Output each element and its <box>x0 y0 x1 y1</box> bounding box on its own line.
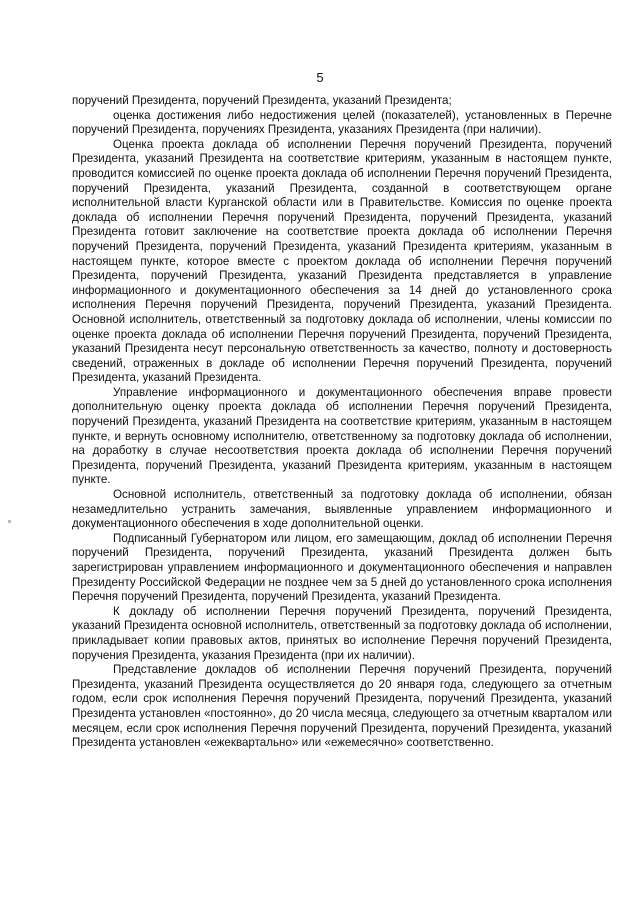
paragraph-8: Представление докладов об исполнении Перечня поручений Президента, поручений Президента, указаний Президента осуществляется до 20 января года, следующего за отчетным годом, если срок исполнения Перечня поручений Президента, поручений Президента, указаний Президента установлен «постоянно», до 20 числа месяца, следующего за отчетным кварталом или месяцем, если срок исполнения Перечня поручений Президента, поручений Президента, указаний Президента установлен «ежеквартально» или «ежемесячно» соответственно. <box>72 663 612 750</box>
paragraph-2: оценка достижения либо недостижения целей (показателей), установленных в Перечне поручений Президента, поручениях Президента, указаниях Президента (при наличии). <box>72 108 612 137</box>
paragraph-4: Управление информационного и документационного обеспечения вправе провести дополнительную оценку проекта доклада об исполнении Перечня поручений Президента, поручений Президента, указаний Президента на соответствие критериям, указанным в настоящем пункте, и вернуть основному исполнителю, ответственному за подготовку доклада об исполнении, на доработку в случае несоответствия проекта доклада об исполнении Перечня поручений Президента, поручений Президента, указаний Президента критериям, указанным в настоящем пункте. <box>72 385 612 487</box>
paragraph-3: Оценка проекта доклада об исполнении Перечня поручений Президента, поручений Президента, указаний Президента на соответствие критериям, указанным в настоящем пункте, проводится комиссией по оценке проекта доклада об исполнении Перечня поручений Президента, поручений Президента, указаний Президента, созданной в соответствующем органе исполнительной власти Курганской области или в Правительстве. Комиссия по оценке проекта доклада об исполнении Перечня поручений Президента, поручений Президента, указаний Президента готовит заключение на соответствие проекта доклада об исполнении Перечня поручений Президента, поручений Президента, указаний Президента критериям, указанным в настоящем пункте, которое вместе с проектом доклада об исполнении Перечня поручений Президента, поручений Президента, указаний Президента представляется в управление информационного и документационного обеспечения за 14 дней до установленного срока исполнения Перечня поручений Президента, поручений Президента, указаний Президента. Основной исполнитель, ответственный за подготовку доклада об исполнении, члены комиссии по оценке проекта доклада об исполнении Перечня поручений Президента, поручений Президента, указаний Президента несут персональную ответственность за качество, полноту и достоверность сведений, отраженных в докладе об исполнении Перечня поручений Президента, поручений Президента, указаний Президента. <box>72 137 612 385</box>
paragraph-1: поручений Президента, поручений Президента, указаний Президента; <box>72 94 452 107</box>
paragraph-7: К докладу об исполнении Перечня поручений Президента, поручений Президента, указаний Президента основной исполнитель, ответственный за подготовку доклада об исполнении, прикладывает копии правовых актов, принятых во исполнение Перечня поручений Президента, поручения Президента, указания Президента (при их наличии). <box>72 604 612 662</box>
paragraph-6: Подписанный Губернатором или лицом, его замещающим, доклад об исполнении Перечня поручений Президента, поручений Президента, указаний Президента должен быть зарегистрирован управлением информационного и документационного обеспечения и направлен Президенту Российской Федерации не позднее чем за 5 дней до установленного срока исполнения Перечня поручений Президента, поручений Президента, указаний Президента. <box>72 531 612 604</box>
page-number: 5 <box>316 70 324 85</box>
document-body <box>72 94 612 751</box>
paragraph-5: Основной исполнитель, ответственный за подготовку доклада об исполнении, обязан незамедлительно устранить замечания, выявленные управлением информационного и документационного обеспечения в ходе дополнительной оценки. <box>72 488 612 531</box>
scan-speck <box>8 520 11 523</box>
